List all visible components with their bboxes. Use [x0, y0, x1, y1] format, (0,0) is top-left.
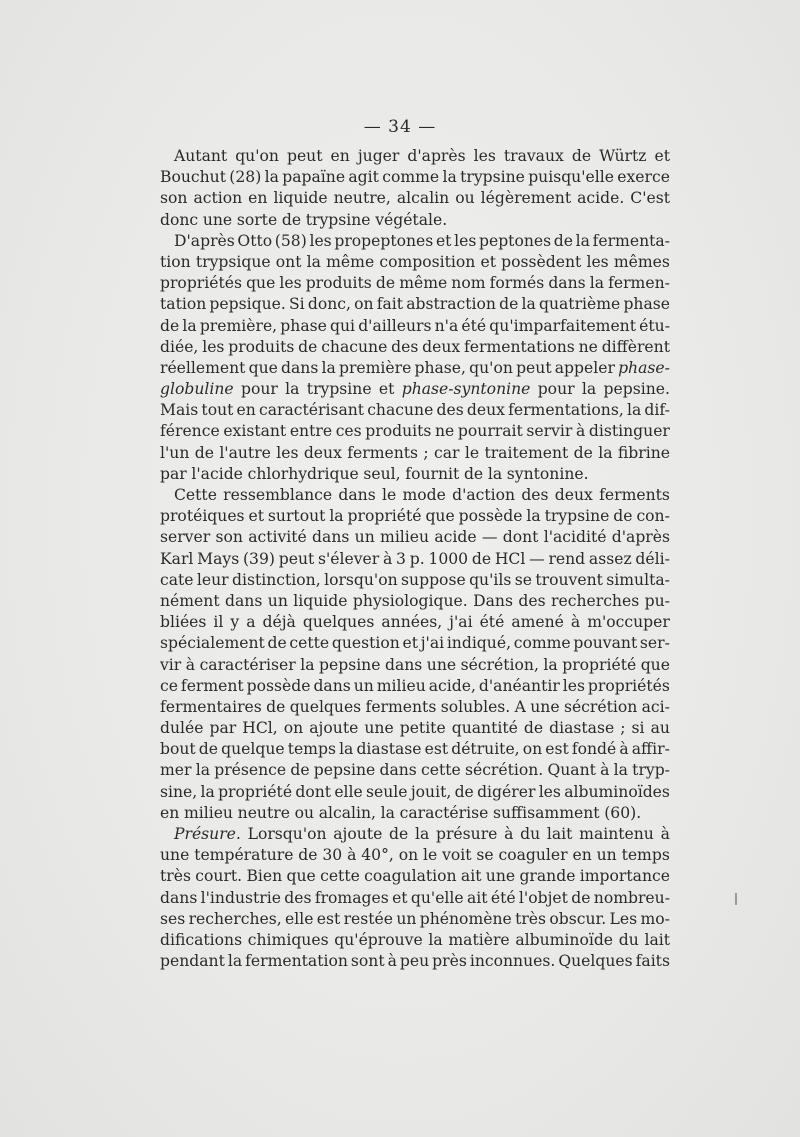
- body-text: [160, 146, 670, 972]
- text-line: sine, la propriété dont elle seule jouit, de digérer les albuminoïdes: [160, 782, 670, 801]
- text-line: vir à caractériser la pepsine dans une sécrétion, la propriété que: [160, 655, 670, 674]
- text-line: globuline pour la trypsine et phase-syntonine pour la pepsine.: [160, 380, 670, 399]
- text-line: Karl Mays (39) peut s'élever à 3 p. 1000 de HCl — rend assez déli-: [160, 549, 670, 568]
- text-line: Bouchut (28) la papaïne agit comme la trypsine puisqu'elle exerce: [160, 168, 670, 187]
- text-line: très court. Bien que cette coagulation ait une grande importance: [160, 867, 670, 886]
- text-line: ses recherches, elle est restée un phénomène très obscur. Les mo-: [160, 909, 670, 928]
- text-line: diée, les produits de chacune des deux fermentations ne diffèrent: [160, 337, 670, 356]
- paper-mark: [735, 893, 737, 905]
- text-line: cate leur distinction, lorsqu'on suppose qu'ils se trouvent simulta-: [160, 570, 670, 589]
- text-line: propriétés que les produits de même nom formés dans la fermen-: [160, 274, 670, 293]
- text-line: Présure. Lorsqu'on ajoute de la présure à du lait maintenu à: [174, 825, 670, 843]
- text-line: protéiques et surtout la propriété que possède la trypsine de con-: [160, 507, 670, 526]
- text-line: dans l'industrie des fromages et qu'elle ait été l'objet de nombreu-: [160, 888, 670, 907]
- text-line: une température de 30 à 40°, on le voit se coaguler en un temps: [160, 846, 670, 865]
- text-line: par l'acide chlorhydrique seul, fournit de la syntonine.: [160, 464, 589, 483]
- text-line: spécialement de cette question et j'ai indiqué, comme pouvant ser-: [160, 634, 670, 653]
- text-line: de la première, phase qui d'ailleurs n'a été qu'imparfaitement étu-: [160, 316, 670, 335]
- text-line: server son activité dans un milieu acide — dont l'acidité d'après: [160, 528, 670, 547]
- text-line: Cette ressemblance dans le mode d'action des deux ferments: [174, 486, 670, 504]
- text-line: son action en liquide neutre, alcalin ou légèrement acide. C'est: [160, 189, 670, 208]
- text-line: nément dans un liquide physiologique. Dans des recherches pu-: [160, 591, 670, 610]
- text-line: ce ferment possède dans un milieu acide, d'anéantir les propriétés: [160, 676, 670, 695]
- text-line: fermentaires de quelques ferments solubles. A une sécrétion aci-: [160, 697, 670, 716]
- text-line: Mais tout en caractérisant chacune des deux fermentations, la dif-: [160, 401, 670, 420]
- text-line: l'un de l'autre les deux ferments ; car le traitement de la fibrine: [160, 443, 670, 462]
- text-line: mer la présence de pepsine dans cette sécrétion. Quant à la tryp-: [160, 761, 670, 780]
- text-line: pendant la fermentation sont à peu près inconnues. Quelques faits: [160, 952, 670, 971]
- text-line: dulée par HCl, on ajoute une petite quantité de diastase ; si au: [160, 719, 670, 738]
- text-line: tion trypsique ont la même composition et possèdent les mêmes: [160, 252, 670, 271]
- page-number: — 34 —: [363, 117, 437, 137]
- text-line: férence existant entre ces produits ne pourrait servir à distinguer: [160, 422, 670, 441]
- text-line: D'après Otto (58) les propeptones et les peptones de la fermenta-: [174, 231, 670, 250]
- text-line: donc une sorte de trypsine végétale.: [160, 210, 448, 229]
- text-line: tation pepsique. Si donc, on fait abstraction de la quatrième phase: [160, 295, 670, 314]
- text-line: en milieu neutre ou alcalin, la caractérise suffisamment (60).: [160, 803, 642, 822]
- text-line: bliées il y a déjà quelques années, j'ai été amené à m'occuper: [160, 613, 670, 632]
- text-line: réellement que dans la première phase, qu'on peut appeler phase-: [160, 358, 670, 377]
- text-line: bout de quelque temps la diastase est détruite, on est fondé à affir-: [160, 740, 670, 759]
- text-line: difications chimiques qu'éprouve la matière albuminoïde du lait: [160, 930, 670, 949]
- text-line: Autant qu'on peut en juger d'après les travaux de Würtz et: [174, 147, 670, 165]
